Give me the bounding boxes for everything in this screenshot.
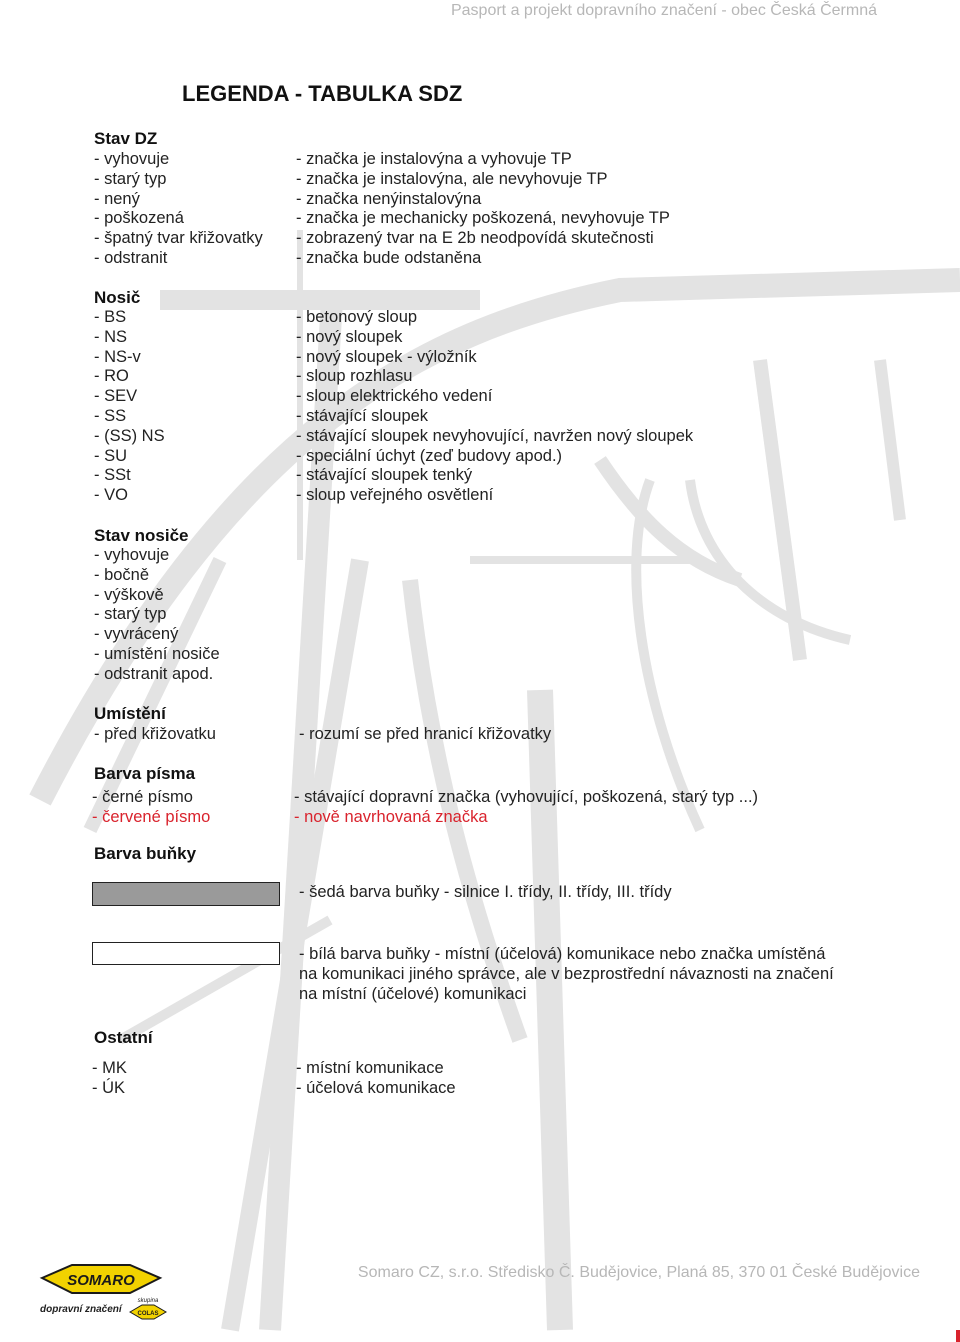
- page-edge-mark: [956, 1330, 960, 1342]
- legend-description: - betonový sloup: [296, 308, 418, 326]
- legend-description: - značka je instalovýna, ale nevyhovuje TP: [296, 169, 608, 188]
- section-heading-nosic: Nosič: [94, 288, 141, 307]
- legend-description: - nový sloupek: [296, 327, 403, 346]
- legend-row: [94, 209, 914, 229]
- section-heading-ostatni: Ostatní: [94, 1028, 153, 1047]
- legend-description: - sloup veřejného osvětlení: [296, 486, 494, 505]
- legend-code: - špatný tvar křižovatky: [94, 229, 263, 248]
- legend-code: - před křižovatku: [94, 725, 216, 743]
- legend-row: [94, 249, 914, 269]
- list-item: [94, 665, 914, 685]
- legend-row: [94, 407, 914, 427]
- list-item-text: - vyvrácený: [94, 625, 179, 644]
- white-cell-line: na místní (účelové) komunikaci: [299, 985, 527, 1003]
- legend-code: - VO: [94, 486, 128, 505]
- document-header-title: Pasport a projekt dopravního značení - obec Česká Čermná: [450, 2, 877, 19]
- legend-description: - místní komunikace: [296, 1059, 444, 1077]
- legend-code: - odstranit: [94, 248, 168, 267]
- legend-row: [94, 150, 914, 170]
- legend-row: [92, 788, 912, 808]
- white-cell-line: na komunikaci jiného správce, ale v bezprostřední návaznosti na značení: [299, 965, 834, 983]
- legend-row: [94, 170, 914, 190]
- white-cell-swatch: [92, 942, 280, 965]
- logo-group-name: COLAS: [137, 1311, 159, 1317]
- list-item: [94, 605, 914, 625]
- legend-row: [94, 725, 914, 745]
- legend-code: - nený: [94, 189, 140, 208]
- page-title: LEGENDA - TABULKA SDZ: [182, 81, 463, 106]
- logo-group-label: skupina: [137, 1298, 159, 1304]
- legend-code: - poškozená: [94, 209, 184, 228]
- legend-row: [94, 328, 914, 348]
- list-item: [94, 645, 914, 665]
- gray-cell-description: - šedá barva buňky - silnice I. třídy, II. třídy, III. třídy: [299, 883, 672, 901]
- legend-code: - vyhovuje: [94, 150, 170, 168]
- legend-code: - MK: [92, 1059, 127, 1077]
- legend-code: - starý typ: [94, 169, 167, 188]
- legend-description: - stávající sloupek nevyhovující, navržen nový sloupek: [296, 426, 694, 445]
- legend-row: [92, 1079, 912, 1099]
- legend-row: [94, 348, 914, 368]
- legend-row: [94, 190, 914, 210]
- stav-dz-list: [94, 150, 914, 269]
- legend-description: - nově navrhovaná značka: [294, 807, 488, 826]
- section-heading-stav-nosice: Stav nosiče: [94, 526, 189, 545]
- logo-name: SOMARO: [67, 1272, 135, 1289]
- legend-row: [94, 387, 914, 407]
- footer-address: Somaro CZ, s.r.o. Středisko Č. Budějovice, Planá 85, 370 01 České Budějovice: [357, 1264, 920, 1281]
- ostatni-list: [92, 1059, 912, 1099]
- legend-row: [94, 308, 914, 328]
- list-item-text: - výškově: [94, 585, 164, 604]
- section-heading-barva-bunky: Barva buňky: [94, 844, 197, 863]
- legend-code: - NS-v: [94, 347, 141, 366]
- legend-description: - speciální úchyt (zeď budovy apod.): [296, 446, 563, 465]
- white-cell-description: [299, 944, 834, 1004]
- legend-row: [94, 447, 914, 467]
- legend-description: - zobrazený tvar na E 2b neodpovídá skutečnosti: [296, 229, 654, 248]
- section-heading-umisteni: Umístění: [94, 704, 166, 723]
- stav-nosice-list: [94, 546, 914, 685]
- list-item: [94, 546, 914, 566]
- legend-description: - sloup elektrického vedení: [296, 387, 493, 406]
- legend-row: [94, 427, 914, 447]
- legend-description: - značka je mechanicky poškozená, nevyhovuje TP: [296, 209, 670, 228]
- legend-row: [92, 1059, 912, 1079]
- legend-description: - účelová komunikace: [296, 1078, 456, 1097]
- legend-code: - SSt: [94, 466, 131, 485]
- list-item-text: - bočně: [94, 565, 150, 584]
- list-item-text: - odstranit apod.: [94, 664, 214, 683]
- legend-code: - NS: [94, 327, 127, 346]
- legend-row: [94, 466, 914, 486]
- barva-pisma-list: [92, 788, 912, 828]
- list-item: [94, 566, 914, 586]
- legend-row: [94, 486, 914, 506]
- legend-description: - značka bude odstaněna: [296, 248, 482, 267]
- white-cell-line: - bílá barva buňky - místní (účelová) komunikace nebo značka umístěná: [299, 945, 826, 963]
- list-item: [94, 586, 914, 606]
- legend-description: - sloup rozhlasu: [296, 367, 413, 386]
- legend-code: - SU: [94, 446, 127, 465]
- legend-code: - BS: [94, 308, 127, 326]
- legend-description: - nový sloupek - výložník: [296, 347, 477, 366]
- legend-code: - SEV: [94, 387, 138, 406]
- legend-description: - rozumí se před hranicí křižovatky: [299, 725, 552, 743]
- list-item-text: - starý typ: [94, 605, 167, 624]
- legend-code: - ÚK: [92, 1078, 125, 1097]
- nosic-list: [94, 308, 914, 506]
- gray-cell-swatch: [92, 882, 280, 906]
- legend-code: - červené písmo: [92, 807, 211, 826]
- legend-row: [94, 367, 914, 387]
- logo-tagline: dopravní značení: [40, 1304, 122, 1315]
- list-item-text: - vyhovuje: [94, 546, 170, 564]
- list-item-text: - umístění nosiče: [94, 644, 220, 663]
- section-heading-stav-dz: Stav DZ: [94, 129, 158, 148]
- legend-description: - stávající sloupek tenký: [296, 466, 473, 485]
- legend-description: - značka je instalovýna a vyhovuje TP: [296, 150, 572, 168]
- legend-description: - značka nenýinstalovýna: [296, 189, 482, 208]
- legend-row: [94, 229, 914, 249]
- legend-code: - RO: [94, 367, 129, 386]
- umisteni-list: [94, 725, 914, 745]
- section-heading-barva-pisma: Barva písma: [94, 764, 196, 783]
- legend-code: - (SS) NS: [94, 426, 165, 445]
- legend-row-red: [92, 808, 912, 828]
- legend-code: - SS: [94, 406, 127, 425]
- legend-description: - stávající sloupek: [296, 406, 429, 425]
- legend-code: - černé písmo: [92, 788, 193, 806]
- list-item: [94, 625, 914, 645]
- legend-description: - stávající dopravní značka (vyhovující, poškozená, starý typ ...): [294, 788, 759, 806]
